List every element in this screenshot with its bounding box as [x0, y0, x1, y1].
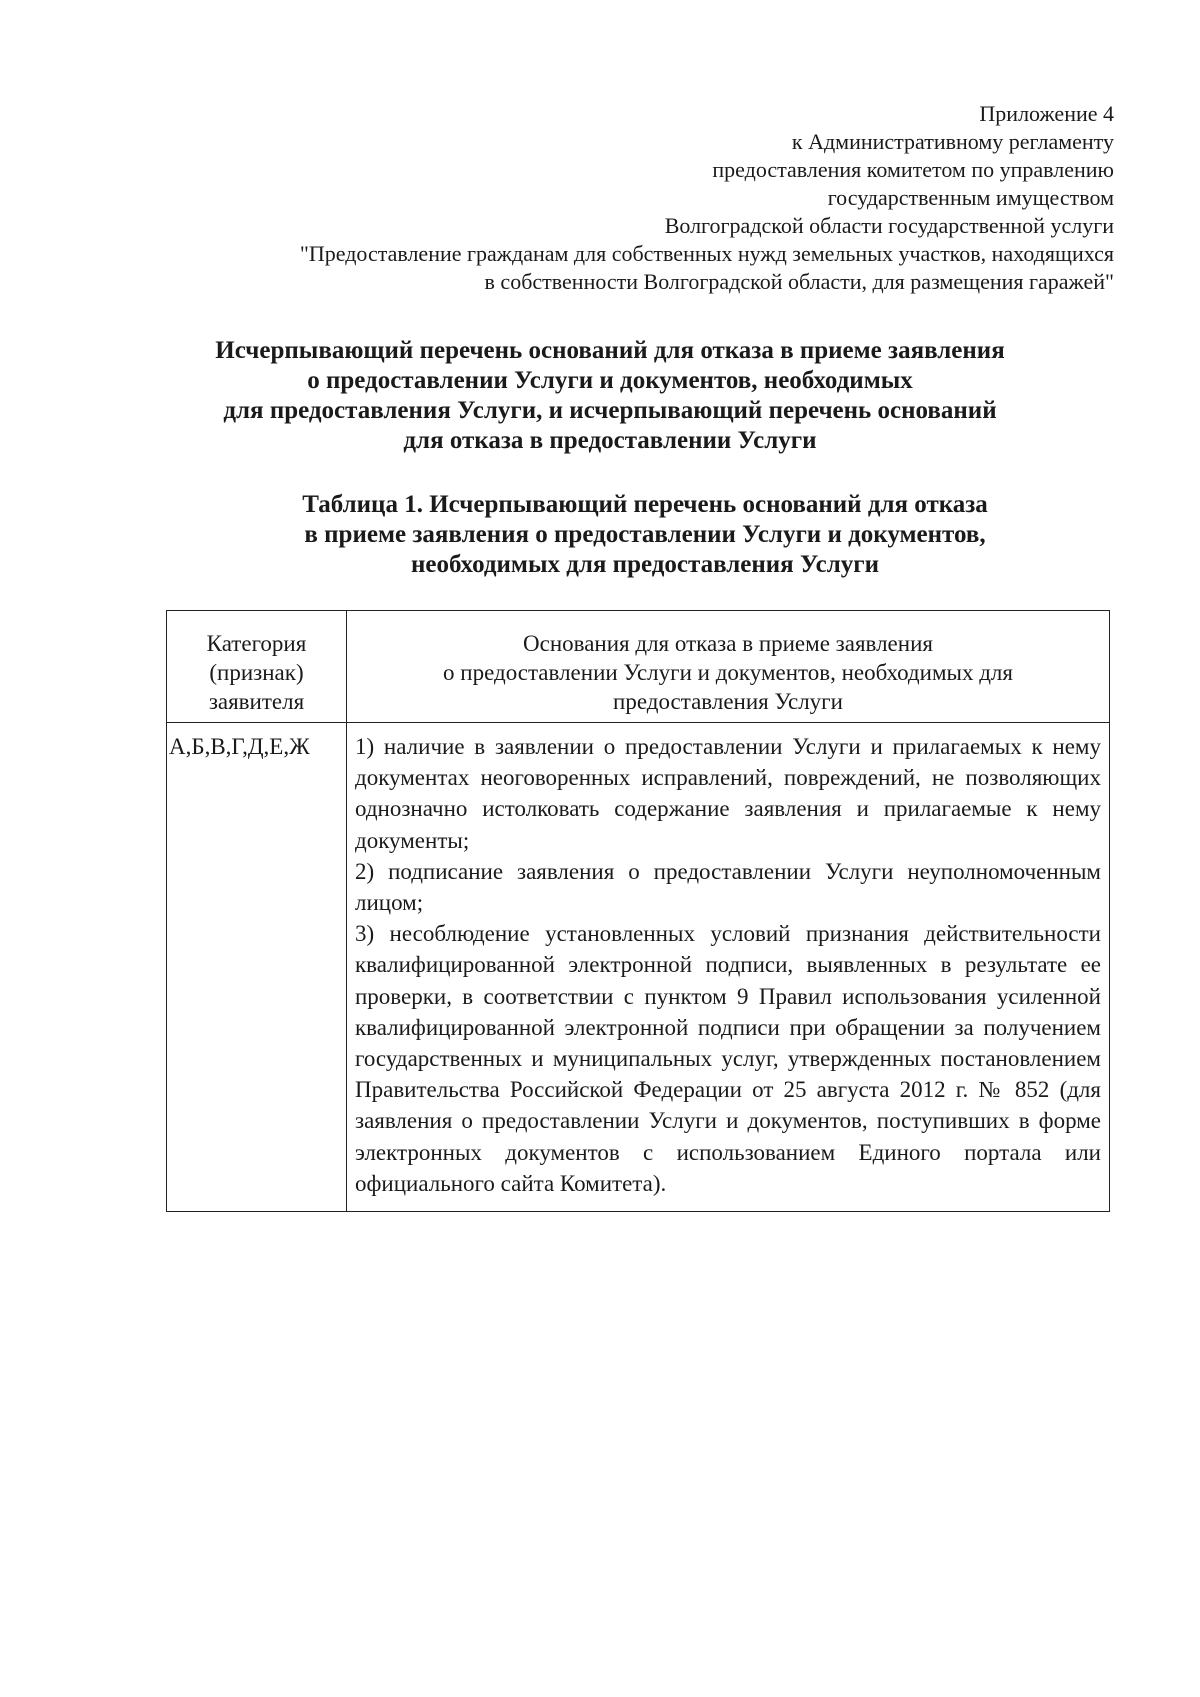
appendix-line: к Административному регламенту [791, 129, 1114, 154]
table-title [230, 490, 1060, 580]
appendix-line: "Предоставление гражданам для собственных нужд земельных участков, находящихся [299, 241, 1114, 266]
appendix-header [300, 100, 1114, 296]
document-title [150, 336, 1070, 456]
header-category [167, 611, 347, 723]
title-line: для отказа в предоставлении Услуги [403, 427, 817, 454]
appendix-line: предоставления комитетом по управлению [712, 157, 1114, 182]
table-title-line: необходимых для предоставления Услуги [411, 551, 879, 578]
header-category-line: Категория [206, 631, 307, 656]
appendix-line: Волгоградской области государственной услуги [664, 213, 1114, 238]
header-grounds-line: предоставления Услуги [613, 689, 843, 714]
ground-item: 3) несоблюдение установленных условий признания действительности квалифицированной электронной подписи, выявленных в результате ее проверки, в соответствии с пунктом 9 Правил использования усиленной квалифицированной электронной подписи при обращении за получением государственных и муниципальных услуг, утвержденных постановлением Правительства Российской Федерации от 25 августа 2012 г. № 852 (для заявления о предоставлении Услуги и документов, поступивших в форме электронных документов с использованием Единого портала или официального сайта Комитета). [355, 921, 1101, 1196]
table-row [167, 723, 1110, 1212]
appendix-line: Приложение 4 [979, 101, 1114, 126]
title-line: о предоставлении Услуги и документов, необходимых [307, 367, 913, 394]
table-header-row [167, 611, 1110, 723]
appendix-line: государственным имуществом [827, 185, 1114, 210]
header-grounds-line: о предоставлении Услуги и документов, необходимых для [443, 660, 1013, 685]
ground-item: 1) наличие в заявлении о предоставлении Услуги и прилагаемых к нему документах неоговоренных исправлений, повреждений, не позволяющих однозначно истолковать содержание заявления и прилагаемые к нему документы; [355, 734, 1101, 853]
table-title-line: в приеме заявления о предоставлении Услуги и документов, [304, 521, 986, 548]
grounds-cell [347, 723, 1110, 1212]
header-category-line: (признак) [209, 660, 304, 685]
header-grounds [347, 611, 1110, 723]
appendix-line: в собственности Волгоградской области, для размещения гаражей" [484, 269, 1114, 294]
table-title-line: Таблица 1. Исчерпывающий перечень оснований для отказа [302, 491, 988, 518]
grounds-table [166, 610, 1110, 1212]
header-category-line: заявителя [208, 689, 305, 714]
title-line: для предоставления Услуги, и исчерпывающий перечень оснований [223, 397, 997, 424]
ground-item: 2) подписание заявления о предоставлении Услуги неуполномоченным лицом; [355, 858, 1101, 916]
header-grounds-line: Основания для отказа в приеме заявления [523, 631, 933, 656]
title-line: Исчерпывающий перечень оснований для отказа в приеме заявления [215, 337, 1005, 364]
category-cell: А,Б,В,Г,Д,Е,Ж [167, 723, 347, 1212]
